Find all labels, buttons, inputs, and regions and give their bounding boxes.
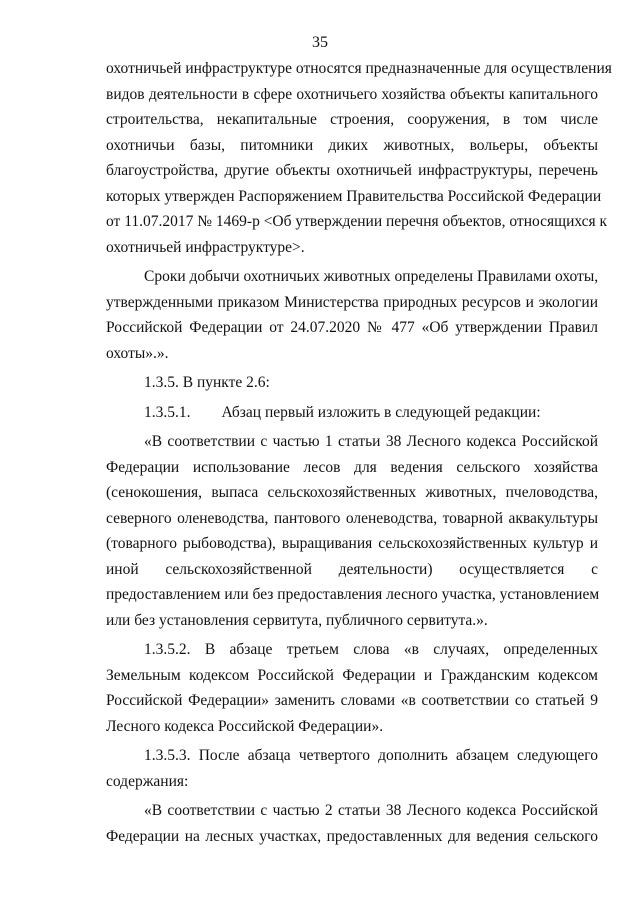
section-heading-1-3-5: 1.3.5. В пункте 2.6: [144, 374, 270, 391]
text-line: (товарного рыбоводства), выращивания сельскохозяйственных культур и [106, 535, 598, 552]
section-heading-1-3-5-3: 1.3.5.3. После абзаца четвертого дополнить абзацем следующего [144, 747, 598, 764]
text-line: утвержденными приказом Министерства природных ресурсов и экологии [106, 293, 598, 311]
text-line: Российской Федерации» заменить словами «в соответствии со статьей 9 [106, 692, 598, 709]
text-line: охоты».». [106, 344, 169, 362]
page-number: 35 [312, 34, 328, 51]
text-line: Сроки добычи охотничьих животных определены Правилами охоты, [144, 268, 599, 285]
text-line: Земельным кодексом Российской Федерации и Гражданским кодексом [106, 666, 598, 684]
text-line: охотничьей инфраструктуре относятся предназначенные для осуществления [106, 60, 612, 77]
text-line: охотничьи базы, питомники диких животных, вольеры, объекты [106, 136, 598, 154]
text-line: «В соответствии с частью 2 статьи 38 Лесного кодекса Российской [144, 802, 598, 819]
section-heading-1-3-5-2: 1.3.5.2. В абзаце третьем слова «в случаях, определенных [144, 641, 598, 658]
text-line: северного оленеводства, пантового оленеводства, товарной аквакультуры [106, 509, 598, 527]
text-line: «В соответствии с частью 1 статьи 38 Лесного кодекса Российской [144, 433, 598, 450]
text-line: видов деятельности в сфере охотничьего хозяйства объекты капитального [106, 85, 598, 103]
text-line: Российской Федерации от 24.07.2020 № 477 «Об утверждении Правил [106, 319, 598, 336]
text-line: которых утвержден Распоряжением Правительства Российской Федерации [106, 187, 602, 205]
text-line: Федерации использование лесов для ведения сельского хозяйства [106, 458, 598, 476]
section-heading-1-3-5-1: 1.3.5.1. Абзац первый изложить в следующей редакции: [144, 403, 541, 421]
text-line: или без установления сервитута, публичного сервитута.». [106, 611, 488, 629]
text-line: содержания: [106, 772, 189, 790]
text-line: предоставлением или без предоставления лесного участка, установлением [106, 586, 600, 603]
text-line: Лесного кодекса Российской Федерации». [106, 717, 384, 735]
text-line: иной сельскохозяйственной деятельности) осуществляется с [106, 560, 598, 578]
text-line: Федерации на лесных участках, предоставленных для ведения сельского [106, 827, 598, 845]
text-line: благоустройства, другие объекты охотничьей инфраструктуры, перечень [106, 162, 598, 179]
document-body [106, 56, 612, 849]
text-line: (сенокошения, выпаса сельскохозяйственных животных, пчеловодства, [106, 484, 598, 501]
text-line: от 11.07.2017 № 1469-р <Об утверждении перечня объектов, относящихся к [106, 213, 608, 230]
text-line: охотничьей инфраструктуре>. [106, 238, 305, 256]
text-line: строительства, некапитальные строения, сооружения, в том числе [106, 111, 598, 128]
